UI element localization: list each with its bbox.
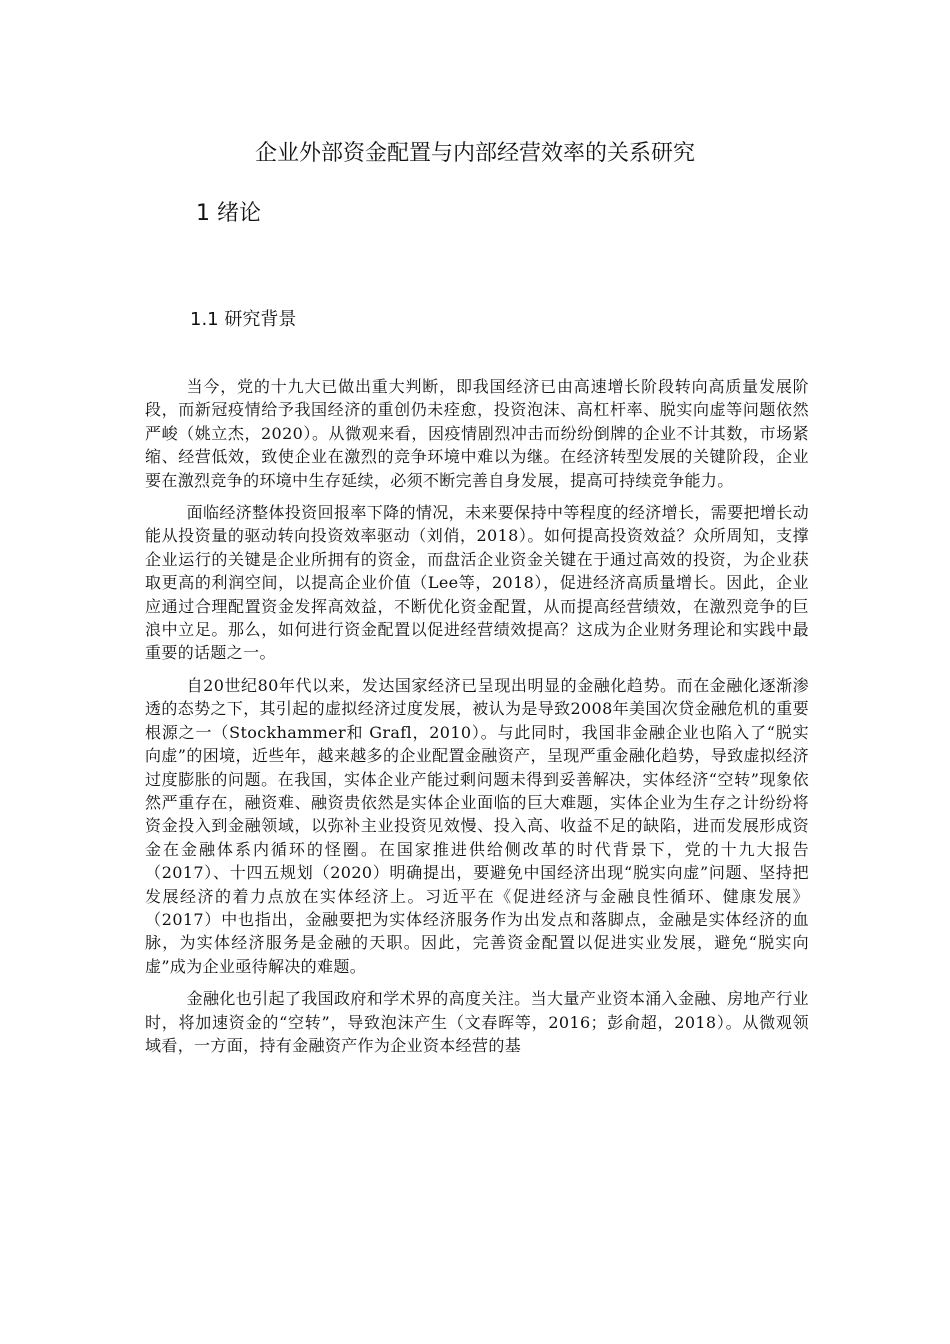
paragraph-3: 自20世纪80年代以来，发达国家经济已呈现出明显的金融化趋势。而在金融化逐渐渗透的态势之下，其引起的虚拟经济过度发展，被认为是导致2008年美国次贷金融危机的重要根源之一（Stockhammer和 Grafl，2010）。与此同时，我国非金融企业也陷入了“脱实向虚”的困境，近些年，越来越多的企业配置金融资产，呈现严重金融化趋势，导致虚拟经济过度膨胀的问题。在我国，实体企业产能过剩问题未得到妥善解决，实体经济“空转”现象依然严重存在，融资难、融资贵依然是实体企业面临的巨大难题，实体企业为生存之计纷纷将资金投入到金融领域，以弥补主业投资见效慢、投入高、收益不足的缺陷，进而发展形成资金在金融体系内循环的怪圈。在国家推进供给侧改革的时代背景下，党的十九大报告（2017）、十四五规划（2020）明确提出，要避免中国经济出现“脱实向虚”问题、坚持把发展经济的着力点放在实体经济上。习近平在《促进经济与金融良性循环、健康发展》（2017）中也指出，金融要把为实体经济服务作为出发点和落脚点，金融是实体经济的血脉，为实体经济服务是金融的天职。因此，完善资金配置以促进实业发展，避免“脱实向虚”成为企业亟待解决的难题。 xyxy=(145,675,809,976)
paragraph-2: 面临经济整体投资回报率下降的情况，未来要保持中等程度的经济增长，需要把增长动能从投资量的驱动转向投资效率驱动（刘俏，2018）。如何提高投资效益？众所周知，支撑企业运行的关键是企业所拥有的资金，而盘活企业资金关键在于通过高效的投资，为企业获取更高的利润空间，以提高企业价值（Lee等，2018），促进经济高质量增长。因此，企业应通过合理配置资金发挥高效益，不断优化资金配置，从而提高经营绩效，在激烈竞争的巨浪中立足。那么，如何进行资金配置以促进经营绩效提高？这成为企业财务理论和实践中最重要的话题之一。 xyxy=(145,503,809,663)
body-text xyxy=(145,375,809,1066)
chapter-heading: 1 绪论 xyxy=(196,201,261,226)
section-heading: 1.1 研究背景 xyxy=(190,309,297,330)
paragraph-4: 金融化也引起了我国政府和学术界的高度关注。当大量产业资本涌入金融、房地产行业时，将加速资金的“空转”，导致泡沫产生（文春晖等，2016；彭俞超，2018）。从微观领域看，一方面，持有金融资产作为企业资本经营的基 xyxy=(145,989,809,1055)
document-title: 企业外部资金配置与内部经营效率的关系研究 xyxy=(254,141,695,166)
paragraph-1: 当今，党的十九大已做出重大判断，即我国经济已由高速增长阶段转向高质量发展阶段，而新冠疫情给予我国经济的重创仍未痊愈，投资泡沫、高杠杆率、脱实向虚等问题依然严峻（姚立杰，2020）。从微观来看，因疫情剧烈冲击而纷纷倒牌的企业不计其数，市场紧缩、经营低效，致使企业在激烈的竞争环境中难以为继。在经济转型发展的关键阶段，企业要在激烈竞争的环境中生存延续，必须不断完善自身发展，提高可持续竞争能力。 xyxy=(145,377,809,490)
